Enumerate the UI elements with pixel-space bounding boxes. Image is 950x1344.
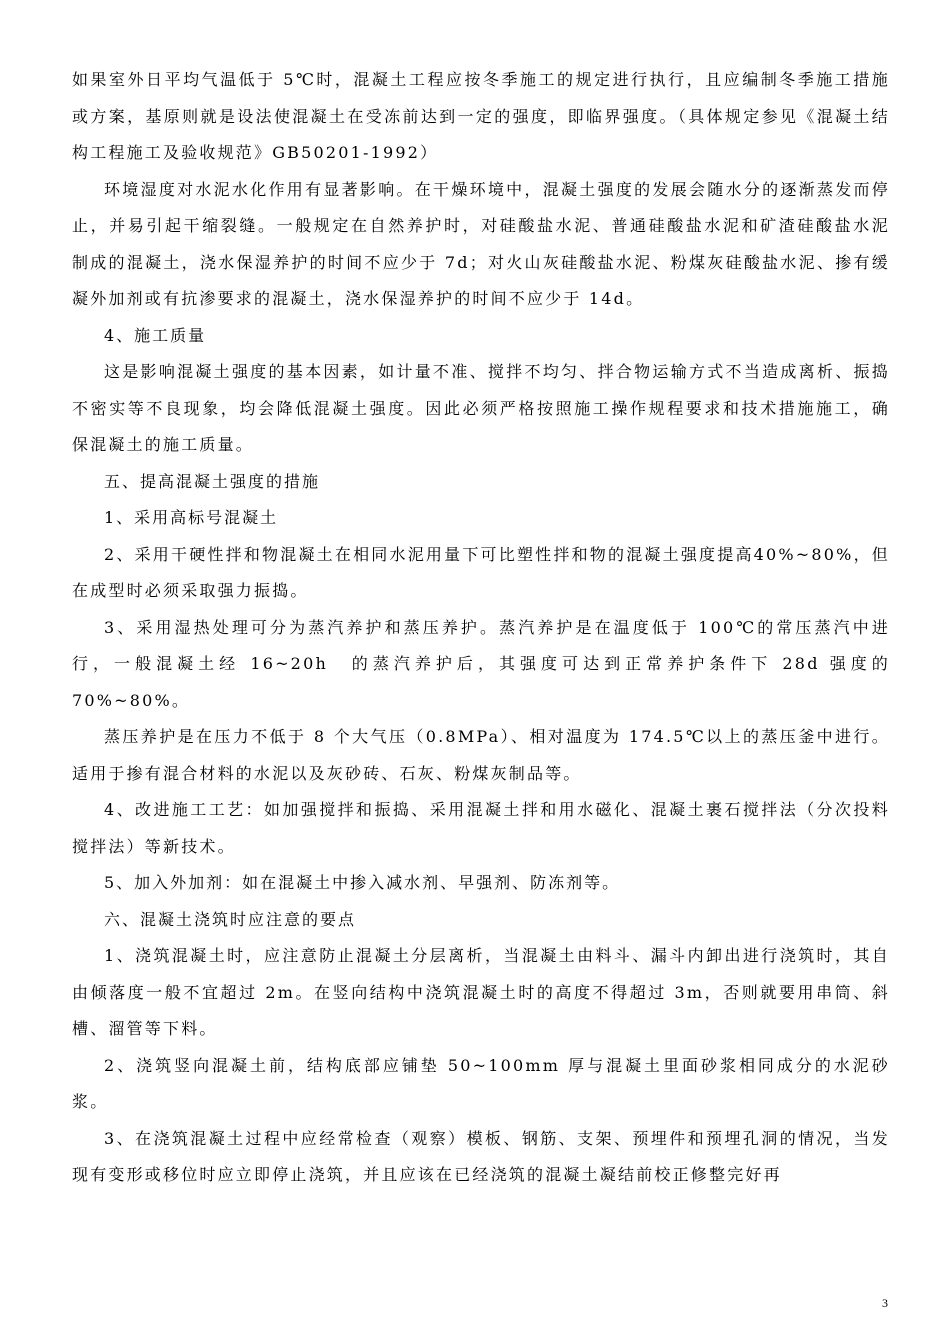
item-improve-process: 4、改进施工工艺：如加强搅拌和振捣、采用混凝土拌和用水磁化、混凝土裹石搅拌法（分次投料搅拌法）等新技术。 [72,800,890,856]
heading-strength-measures: 五、提高混凝土强度的措施 [104,471,321,491]
item-high-grade-concrete: 1、采用高标号混凝土 [104,508,279,527]
paragraph-winter-construction: 如果室外日平均气温低于 5℃时，混凝土工程应按冬季施工的规定进行执行，且应编制冬季施工措施或方案，基原则就是设法使混凝土在受冻前达到一定的强度，即临界强度。（具体规定参见《混凝土结构工程施工及验收规范》GB50201-1992） [72,70,890,162]
item-vertical-pouring: 2、浇筑竖向混凝土前，结构底部应铺垫 50~100mm 厚与混凝土里面砂浆相同成分的水泥砂浆。 [72,1055,890,1111]
heading-pouring-points: 六、混凝土浇筑时应注意的要点 [104,909,357,929]
paragraph-humidity: 环境湿度对水泥水化作用有显著影响。在干燥环境中，混凝土强度的发展会随水分的逐渐蒸发而停止，并易引起干缩裂缝。一般规定在自然养护时，对硅酸盐水泥、普通硅酸盐水泥和矿渣硅酸盐水泥制成的混凝土，浇水保湿养护的时间不应少于 7d；对火山灰硅酸盐水泥、粉煤灰硅酸盐水泥、掺有缓凝外加剂或有抗渗要求的混凝土，浇水保湿养护的时间不应少于 14d。 [72,179,890,308]
item-admixtures: 5、加入外加剂：如在混凝土中掺入减水剂、早强剂、防冻剂等。 [104,873,621,892]
paragraph-autoclave-curing: 蒸压养护是在压力不低于 8 个大气压（0.8MPa）、相对温度为 174.5℃以上的蒸压釜中进行。适用于掺有混合材料的水泥以及灰砂砖、石灰、粉煤灰制品等。 [72,727,890,783]
item-dry-hard-mix: 2、采用干硬性拌和物混凝土在相同水泥用量下可比塑性拌和物的混凝土强度提高40%~80%，但在成型时必须采取强力振捣。 [72,544,890,600]
paragraph-quality-factors: 这是影响混凝土强度的基本因素，如计量不准、搅拌不均匀、拌合物运输方式不当造成离析、振捣不密实等不良现象，均会降低混凝土强度。因此必须严格按照施工操作规程要求和技术措施施工，确保混凝土的施工质量。 [72,362,890,454]
item-inspection: 3、在浇筑混凝土过程中应经常检查（观察）模板、钢筋、支架、预埋件和预埋孔洞的情况，当发现有变形或移位时应立即停止浇筑，并且应该在已经浇筑的混凝土凝结前校正修整完好再 [72,1128,890,1184]
heading-construction-quality: 4、施工质量 [104,325,207,345]
page-number: 3 [882,1296,888,1310]
item-prevent-segregation: 1、浇筑混凝土时，应注意防止混凝土分层离析，当混凝土由料斗、漏斗内卸出进行浇筑时，其自由倾落度一般不宜超过 2m。在竖向结构中浇筑混凝土时的高度不得超过 3m，否则就要用串筒、斜槽、溜管等下料。 [72,946,890,1038]
document-body [72,62,890,1194]
item-steam-curing: 3、采用湿热处理可分为蒸汽养护和蒸压养护。蒸汽养护是在温度低于 100℃的常压蒸汽中进行，一般混凝土经 16~20h 的蒸汽养护后，其强度可达到正常养护条件下 28d 强度的70%~80%。 [72,617,890,710]
